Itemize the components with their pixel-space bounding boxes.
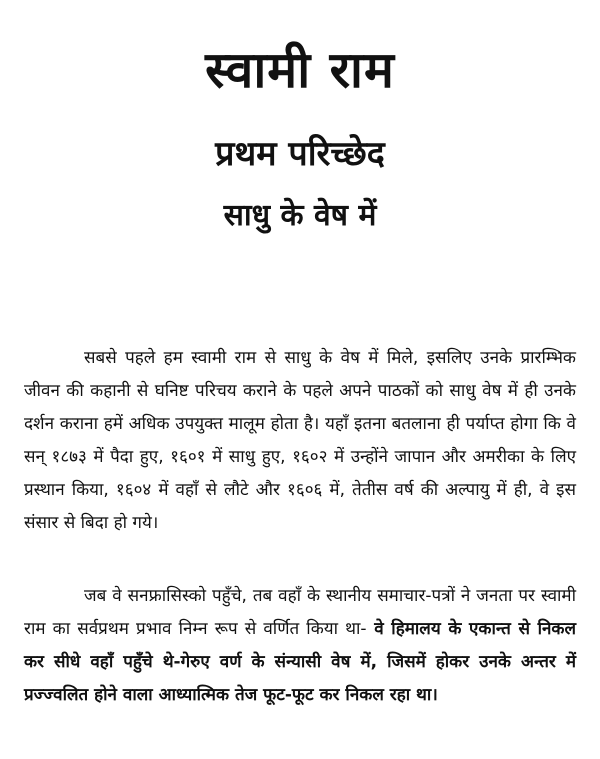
section-subtitle: साधु के वेष में <box>223 198 377 233</box>
newspaper-quote: वे हिमालय के एकान्त से निकल कर सीधे वहाँ पहुँचे थे-गेरुए वर्ण के संन्यासी वेष में, जिसमें होकर उनके अन्तर में प्रज्ज्वलित होने वाला आध्यात्मिक तेज फूट-फूट कर निकल रहा था। <box>24 619 576 705</box>
paragraph-1-text: सबसे पहले हम स्वामी राम से साधु के वेष में मिले, इसलिए उनके प्रारम्भिक जीवन की कहानी से घनिष्ट परिचय कराने के पहले अपने पाठकों को साधु वेष में ही उनके दर्शन कराना हमें अधिक उपयुक्त मालूम होता है। यहाँ इतना बतलाना ही पर्याप्त होगा कि वे सन् १८७३ में पैदा हुए, १६०१ में साधु हुए, १६०२ में उन्होंने जापान और अमरीका के लिए प्रस्थान किया, १६०४ में वहाँ से लौटे और १६०६ में, तेतीस वर्ष की अल्पायु में ही, वे इस संसार से बिदा हो गये। <box>24 348 576 533</box>
page-title: स्वामी राम <box>205 41 395 99</box>
paragraph-1 <box>24 342 576 540</box>
chapter-heading: प्रथम परिच्छेद <box>215 134 385 174</box>
paragraph-2 <box>24 580 576 712</box>
paragraph-2-text: जब वे सनफ्रासिस्को पहुँचे, तब वहाँ के स्थानीय समाचार-पत्रों ने जनता पर स्वामी राम का सर्वप्रथम प्रभाव निम्न रूप से वर्णित किया था- <box>24 586 576 639</box>
